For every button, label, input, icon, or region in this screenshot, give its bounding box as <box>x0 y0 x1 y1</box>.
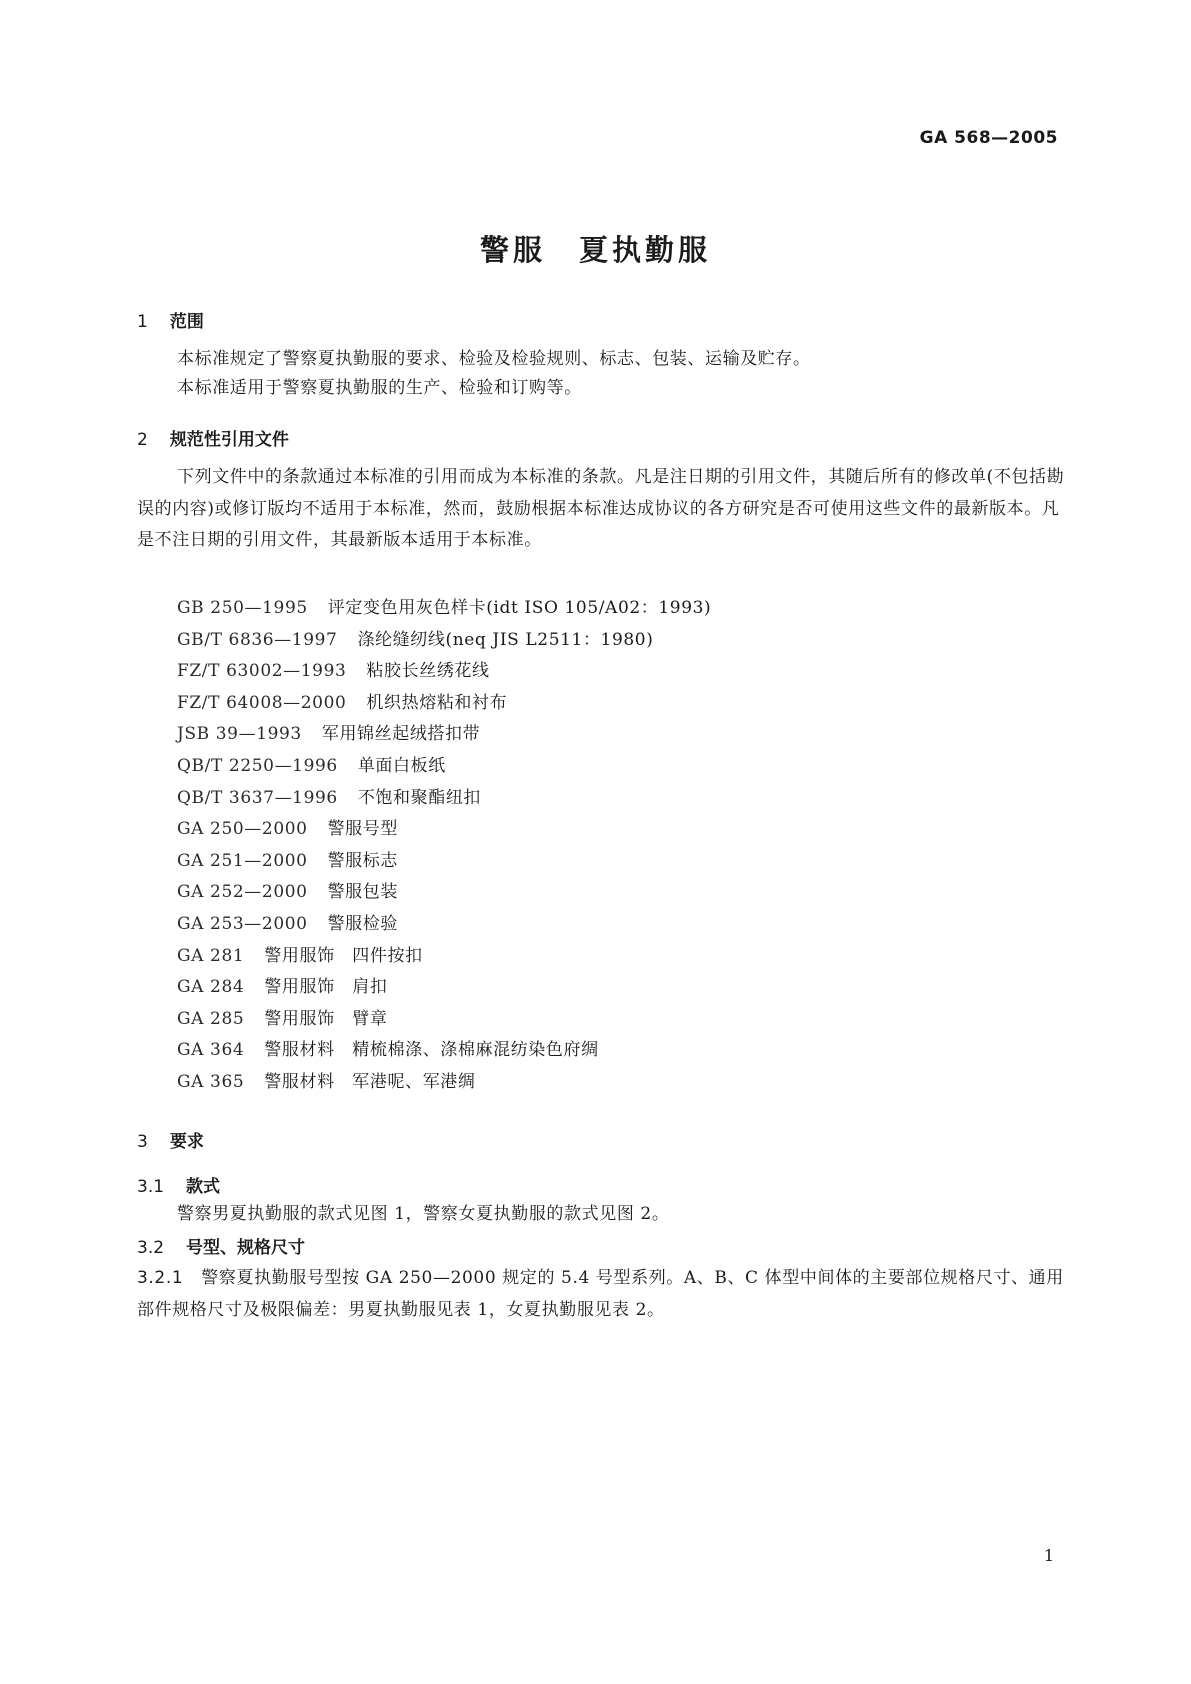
section-title: 要求 <box>169 1132 204 1152</box>
reference-item <box>177 593 711 625</box>
reference-title: 机织热熔粘和衬布 <box>366 692 508 713</box>
reference-title: 警服标志 <box>327 850 398 871</box>
reference-title: 警服检验 <box>327 913 398 934</box>
reference-code: GA 251—2000 <box>177 850 308 871</box>
reference-item <box>177 909 711 941</box>
section-title: 规范性引用文件 <box>169 430 289 450</box>
reference-item <box>177 877 711 909</box>
section-2-heading <box>137 425 289 450</box>
reference-title: 涤纶缝纫线(neq JIS L2511：1980) <box>357 629 654 650</box>
reference-item <box>177 1035 711 1067</box>
reference-title: 警用服饰 四件按扣 <box>264 945 423 966</box>
reference-title: 单面白板纸 <box>357 755 446 776</box>
reference-item <box>177 972 711 1004</box>
section-number: 2 <box>137 430 148 450</box>
reference-item <box>177 1004 711 1036</box>
section-number: 1 <box>137 312 148 332</box>
reference-list <box>177 593 711 1099</box>
reference-title: 警服材料 精梳棉涤、涤棉麻混纺染色府绸 <box>264 1040 599 1061</box>
reference-item <box>177 783 711 815</box>
section-number: 3 <box>137 1132 148 1152</box>
reference-code: QB/T 3637—1996 <box>177 787 338 808</box>
reference-code: GA 252—2000 <box>177 882 308 903</box>
reference-code: GA 250—2000 <box>177 819 308 840</box>
reference-title: 不饱和聚酯纽扣 <box>357 787 482 808</box>
clause-text: 警察夏执勤服号型按 GA 250—2000 规定的 5.4 号型系列。A、B、C 体型中间体的主要部位规格尺寸、通用部件规格尺寸及极限偏差：男夏执勤服见表 1，女夏执勤服见表 2。 <box>137 1268 1064 1320</box>
clause-number: 3.2.1 <box>137 1268 184 1288</box>
reference-item <box>177 1067 711 1099</box>
reference-item <box>177 719 711 751</box>
reference-code: GB/T 6836—1997 <box>177 629 338 650</box>
reference-title: 军用锦丝起绒搭扣带 <box>321 724 481 745</box>
reference-item <box>177 814 711 846</box>
reference-title: 粘胶长丝绣花线 <box>366 661 490 682</box>
section-1-heading <box>137 307 204 332</box>
section-title: 号型、规格尺寸 <box>186 1238 306 1258</box>
page-number: 1 <box>1043 1546 1054 1565</box>
section-3-1-paragraph: 警察男夏执勤服的款式见图 1，警察女夏执勤服的款式见图 2。 <box>177 1204 670 1224</box>
section-number: 3.1 <box>137 1177 165 1197</box>
reference-code: GB 250—1995 <box>177 598 308 618</box>
section-3-1-heading <box>137 1172 220 1197</box>
reference-code: QB/T 2250—1996 <box>177 755 338 776</box>
reference-item <box>177 846 711 878</box>
reference-code: FZ/T 63002—1993 <box>177 661 347 682</box>
reference-title: 警用服饰 肩扣 <box>264 977 388 998</box>
reference-item <box>177 625 711 657</box>
section-title: 款式 <box>186 1177 221 1197</box>
document-title: 警服 夏执勤服 <box>479 233 711 267</box>
reference-code: GA 253—2000 <box>177 913 308 934</box>
reference-item <box>177 688 711 720</box>
reference-title: 警服包装 <box>327 882 398 903</box>
section-1-paragraph-1: 本标准规定了警察夏执勤服的要求、检验及检验规则、标志、包装、运输及贮存。 <box>177 349 811 369</box>
reference-code: GA 365 <box>177 1071 245 1092</box>
reference-title: 警用服饰 臂章 <box>264 1008 388 1029</box>
standard-number: GA 568—2005 <box>919 128 1058 148</box>
reference-title: 评定变色用灰色样卡(idt ISO 105/A02：1993) <box>327 598 712 618</box>
reference-title: 警服号型 <box>327 819 398 840</box>
section-number: 3.2 <box>137 1238 165 1258</box>
reference-code: GA 364 <box>177 1040 245 1061</box>
section-3-2-1-paragraph <box>137 1262 1065 1326</box>
reference-item <box>177 751 711 783</box>
reference-code: GA 284 <box>177 977 245 998</box>
section-1-paragraph-2: 本标准适用于警察夏执勤服的生产、检验和订购等。 <box>177 378 582 398</box>
section-3-heading <box>137 1127 204 1152</box>
section-3-2-heading <box>137 1233 305 1258</box>
section-title: 范围 <box>169 312 204 332</box>
reference-code: GA 281 <box>177 945 245 966</box>
section-2-intro: 下列文件中的条款通过本标准的引用而成为本标准的条款。凡是注日期的引用文件，其随后所有的修改单(不包括勘误的内容)或修订版均不适用于本标准，然而，鼓励根据本标准达成协议的各方研究是否可使用这些文件的最新版本。凡是不注日期的引用文件，其最新版本适用于本标准。 <box>137 467 1065 550</box>
reference-item <box>177 656 711 688</box>
reference-code: JSB 39—1993 <box>177 724 302 745</box>
reference-title: 警服材料 军港呢、军港绸 <box>264 1071 476 1092</box>
reference-code: FZ/T 64008—2000 <box>177 692 347 713</box>
reference-item <box>177 941 711 973</box>
reference-code: GA 285 <box>177 1008 245 1029</box>
